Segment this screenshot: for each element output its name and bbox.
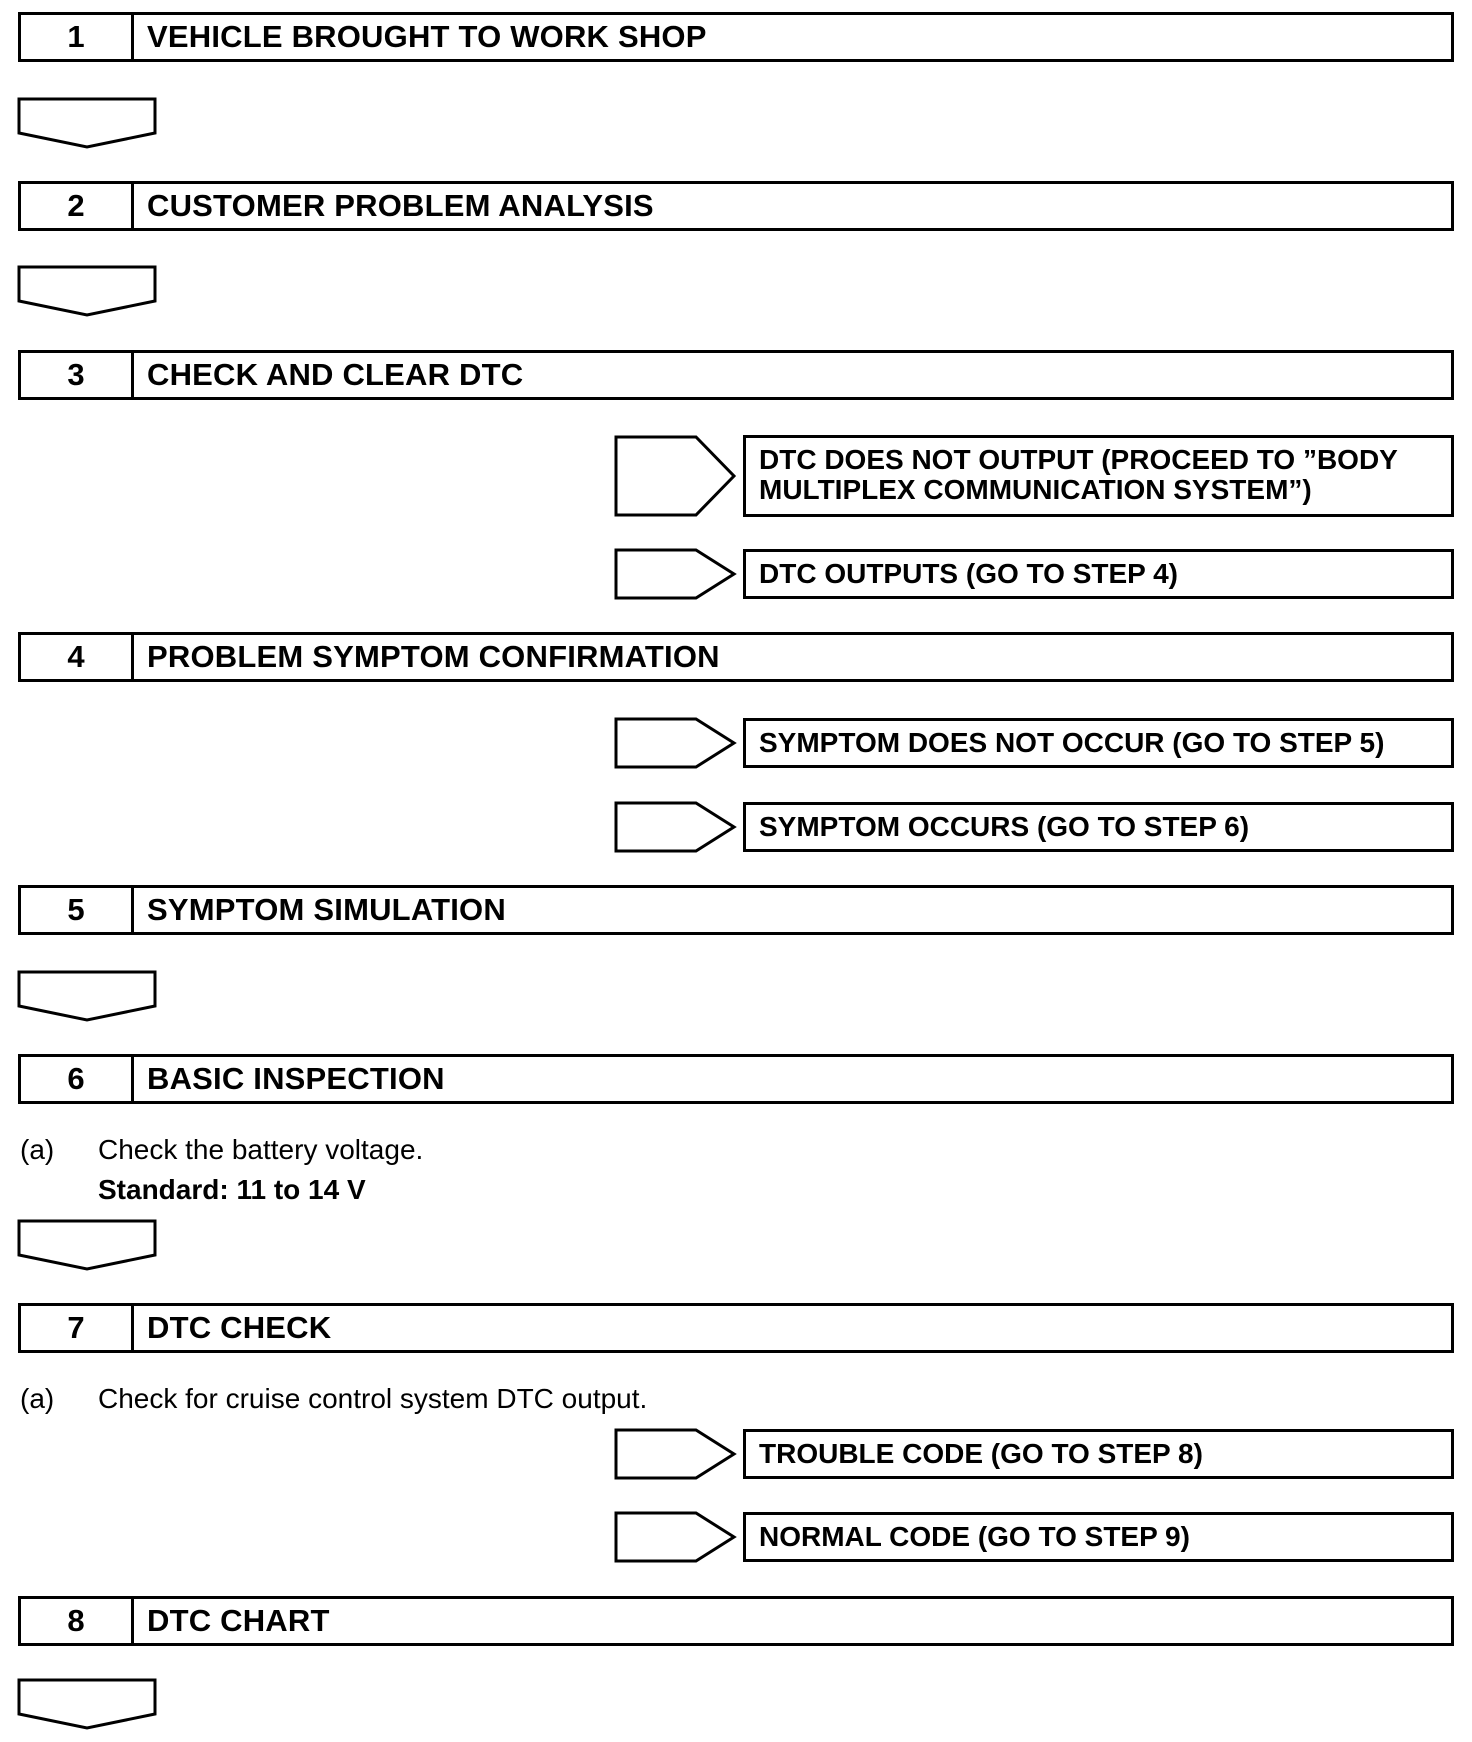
result-dtc-does-not-output: DTC DOES NOT OUTPUT (PROCEED TO ”BODY MULTIPLEX COMMUNICATION SYSTEM”): [743, 435, 1454, 517]
result-symptom-occurs: SYMPTOM OCCURS (GO TO STEP 6): [743, 802, 1454, 852]
right-arrow-icon: [614, 1511, 738, 1563]
step-title: PROBLEM SYMPTOM CONFIRMATION: [147, 639, 720, 674]
step-8: [18, 1596, 1454, 1646]
step-1: [18, 12, 1454, 62]
down-arrow-icon: [17, 970, 157, 1022]
step-7-substep: [0, 1383, 1472, 1419]
substep-label: (a): [20, 1134, 55, 1165]
result-symptom-does-not-occur: SYMPTOM DOES NOT OCCUR (GO TO STEP 5): [743, 718, 1454, 768]
step-5: [18, 885, 1454, 935]
down-arrow-icon: [17, 1219, 157, 1271]
step-title: DTC CHART: [147, 1603, 330, 1638]
step-6-substep: [0, 1134, 1472, 1170]
step-2: [18, 181, 1454, 231]
right-arrow-icon: [614, 548, 738, 600]
step-title: DTC CHECK: [147, 1310, 332, 1345]
right-arrow-icon: [614, 1428, 738, 1480]
step-title: CUSTOMER PROBLEM ANALYSIS: [147, 188, 654, 223]
result-normal-code: NORMAL CODE (GO TO STEP 9): [743, 1512, 1454, 1562]
substep-text: Check the battery voltage.: [98, 1134, 424, 1165]
step-number: 8: [21, 1599, 134, 1643]
down-arrow-icon: [17, 97, 157, 149]
step-number: 4: [21, 635, 134, 679]
substep-text: Check for cruise control system DTC output.: [98, 1383, 648, 1414]
right-arrow-icon: [614, 717, 738, 769]
step-title: SYMPTOM SIMULATION: [147, 892, 506, 927]
standard-value: Standard: 11 to 14 V: [98, 1174, 366, 1205]
result-dtc-outputs: DTC OUTPUTS (GO TO STEP 4): [743, 549, 1454, 599]
step-number: 2: [21, 184, 134, 228]
right-arrow-icon: [614, 435, 738, 517]
step-number: 6: [21, 1057, 134, 1101]
down-arrow-icon: [17, 265, 157, 317]
substep-label: (a): [20, 1383, 55, 1414]
result-trouble-code: TROUBLE CODE (GO TO STEP 8): [743, 1429, 1454, 1479]
step-3: [18, 350, 1454, 400]
step-title: CHECK AND CLEAR DTC: [147, 357, 524, 392]
step-title: VEHICLE BROUGHT TO WORK SHOP: [147, 19, 707, 54]
down-arrow-icon: [17, 1678, 157, 1730]
step-number: 5: [21, 888, 134, 932]
step-title: BASIC INSPECTION: [147, 1061, 445, 1096]
right-arrow-icon: [614, 801, 738, 853]
step-4: [18, 632, 1454, 682]
step-7: [18, 1303, 1454, 1353]
step-6: [18, 1054, 1454, 1104]
step-number: 7: [21, 1306, 134, 1350]
step-number: 3: [21, 353, 134, 397]
step-number: 1: [21, 15, 134, 59]
